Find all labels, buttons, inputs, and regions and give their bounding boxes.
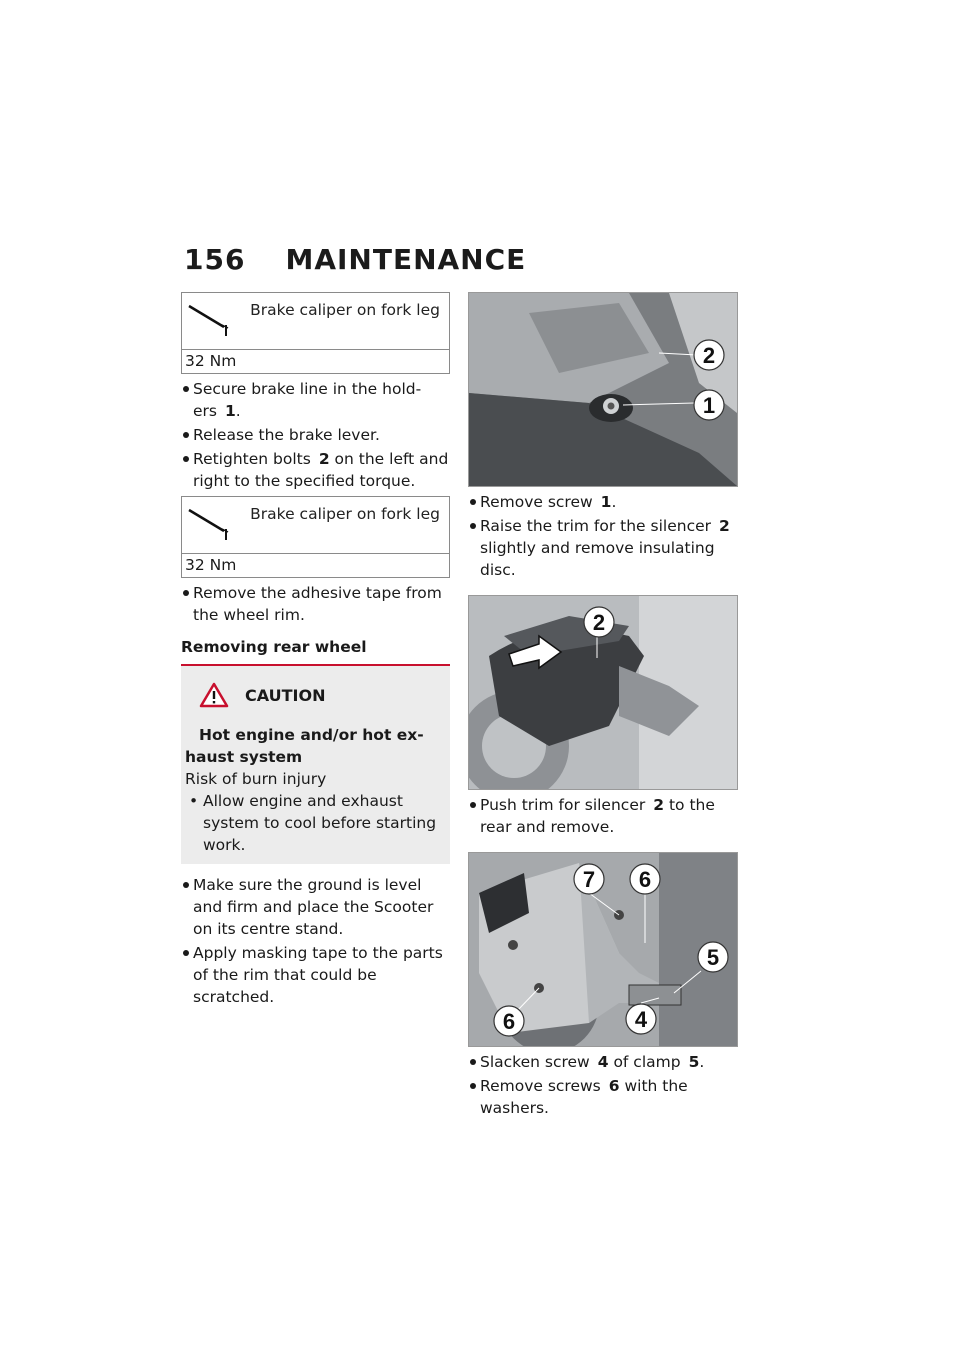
torque-box bbox=[181, 496, 450, 578]
page-number: 156 bbox=[184, 243, 246, 276]
right-column bbox=[468, 292, 738, 1121]
list-item: Remove screws 6 with the washers. bbox=[468, 1075, 738, 1119]
caution-title: CAUTION bbox=[245, 685, 326, 705]
torque-value: 32 Nm bbox=[185, 556, 237, 574]
torque-value: 32 Nm bbox=[185, 352, 237, 370]
photo-silencer-clamp bbox=[468, 852, 738, 1047]
callout-7: 7 bbox=[582, 867, 596, 892]
list-item: Release the brake lever. bbox=[181, 424, 450, 446]
photo-trim-screw bbox=[468, 292, 738, 487]
list-item: Make sure the ground is level and firm and place the Scooter on its centre stand. bbox=[181, 874, 450, 940]
list-item: Raise the trim for the silencer 2 slightly and remove insulating disc. bbox=[468, 515, 738, 581]
list-item: Secure brake line in the holders 1. bbox=[181, 378, 450, 422]
section-title: Removing rear wheel bbox=[181, 638, 450, 666]
warning-icon bbox=[199, 682, 229, 708]
step-list bbox=[181, 582, 450, 626]
step-list bbox=[468, 491, 738, 581]
torque-wrench-icon bbox=[186, 507, 232, 541]
list-item: Slacken screw 4 of clamp 5. bbox=[468, 1051, 738, 1073]
callout-5: 5 bbox=[706, 945, 720, 970]
callout-2: 2 bbox=[592, 610, 606, 635]
caution-item: • Allow engine and exhaust system to cool before starting work. bbox=[185, 790, 450, 856]
caution-hazard: Hot engine and/or hot exhaust system bbox=[185, 726, 424, 766]
list-item: Apply masking tape to the parts of the rim that could be scratched. bbox=[181, 942, 450, 1008]
caution-risk: Risk of burn injury bbox=[185, 770, 327, 788]
list-item: Push trim for silencer 2 to the rear and remove. bbox=[468, 794, 738, 838]
torque-box bbox=[181, 292, 450, 374]
step-list bbox=[181, 378, 450, 492]
callout-4: 4 bbox=[634, 1007, 648, 1032]
torque-wrench-icon bbox=[186, 303, 232, 337]
list-item: Remove the adhesive tape from the wheel rim. bbox=[181, 582, 450, 626]
photo-silencer-trim bbox=[468, 595, 738, 790]
list-item: Retighten bolts 2 on the left and right to the specified torque. bbox=[181, 448, 450, 492]
list-item: Remove screw 1. bbox=[468, 491, 738, 513]
step-list bbox=[468, 794, 738, 838]
callout-1: 1 bbox=[702, 393, 716, 418]
step-list bbox=[468, 1051, 738, 1119]
callout-2: 2 bbox=[702, 343, 716, 368]
callout-6: 6 bbox=[638, 867, 652, 892]
page-header bbox=[184, 243, 526, 276]
page-title: MAINTENANCE bbox=[285, 243, 527, 276]
callout-6: 6 bbox=[502, 1009, 516, 1034]
caution-box bbox=[181, 666, 450, 864]
torque-label: Brake caliper on fork leg bbox=[250, 505, 440, 523]
left-column bbox=[181, 292, 450, 1010]
torque-label: Brake caliper on fork leg bbox=[250, 301, 440, 319]
step-list bbox=[181, 874, 450, 1008]
